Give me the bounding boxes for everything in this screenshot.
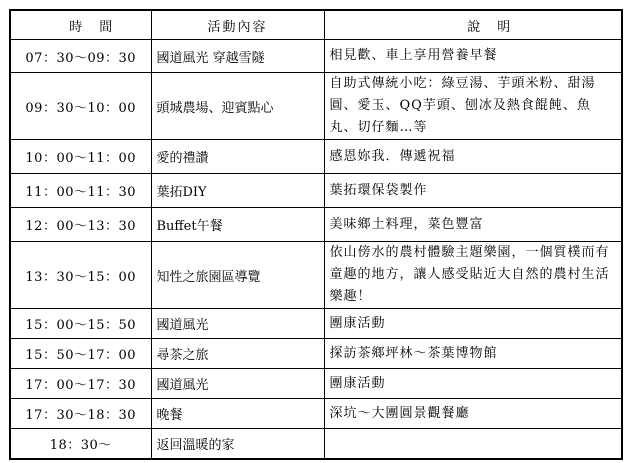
table-row: [10, 174, 622, 208]
table-row: [10, 208, 622, 242]
time-cell: 15：00～15：50: [10, 309, 151, 339]
description-cell: 葉拓環保袋製作: [324, 174, 622, 208]
time-cell: 09：30～10：00: [10, 73, 151, 140]
header-row: [10, 10, 622, 40]
description-cell: 美味鄉土料理，菜色豐富: [324, 208, 622, 242]
time-cell: 17：30～18：30: [10, 399, 151, 429]
description-cell: 深坑～大團圓景觀餐廳: [324, 399, 622, 429]
time-cell: 18：30～: [10, 429, 151, 459]
activity-cell: 國道風光: [151, 309, 324, 339]
table-row: [10, 399, 622, 429]
header-description: 說 明: [324, 10, 622, 40]
time-cell: 13：30～15：00: [10, 242, 151, 309]
table-row: [10, 309, 622, 339]
description-cell: [324, 429, 622, 459]
description-cell: 依山傍水的農村體驗主題樂園，一個質樸而有童趣的地方，讓人感受貼近大自然的農村生活樂趣！: [324, 242, 622, 309]
time-cell: 17：00～17：30: [10, 369, 151, 399]
activity-cell: 國道風光: [151, 369, 324, 399]
activity-cell: 晚餐: [151, 399, 324, 429]
description-cell: 感恩妳我．傳遞祝福: [324, 140, 622, 174]
activity-cell: Buffet午餐: [151, 208, 324, 242]
header-time: 時 間: [10, 10, 151, 40]
activity-cell: 愛的禮讚: [151, 140, 324, 174]
time-cell: 07：30～09：30: [10, 40, 151, 73]
description-cell: 團康活動: [324, 309, 622, 339]
description-cell: 團康活動: [324, 369, 622, 399]
header-activity: 活動內容: [151, 10, 324, 40]
table-row: [10, 429, 622, 459]
time-cell: 10：00～11：00: [10, 140, 151, 174]
activity-cell: 返回溫暖的家: [151, 429, 324, 459]
table-row: [10, 140, 622, 174]
activity-cell: 頭城農場、迎賓點心: [151, 73, 324, 140]
activity-cell: 國道風光 穿越雪隧: [151, 40, 324, 73]
activity-cell: 知性之旅園區導覽: [151, 242, 324, 309]
table-row: [10, 73, 622, 140]
time-cell: 11：00～11：30: [10, 174, 151, 208]
description-cell: 相見歡、車上享用營養早餐: [324, 40, 622, 73]
table-row: [10, 339, 622, 369]
activity-cell: 葉拓DIY: [151, 174, 324, 208]
table-row: [10, 369, 622, 399]
time-cell: 15：50～17：00: [10, 339, 151, 369]
table-row: [10, 242, 622, 309]
description-cell: 自助式傳統小吃：綠豆湯、芋頭米粉、甜湯圓、愛玉、QQ芋頭、刨冰及熱食餛飩、魚丸、切仔麵…等: [324, 73, 622, 140]
activity-cell: 尋茶之旅: [151, 339, 324, 369]
table-row: [10, 40, 622, 73]
description-cell: 探訪茶鄉坪林～茶葉博物館: [324, 339, 622, 369]
time-cell: 12：00～13：30: [10, 208, 151, 242]
schedule-table: [9, 9, 623, 460]
